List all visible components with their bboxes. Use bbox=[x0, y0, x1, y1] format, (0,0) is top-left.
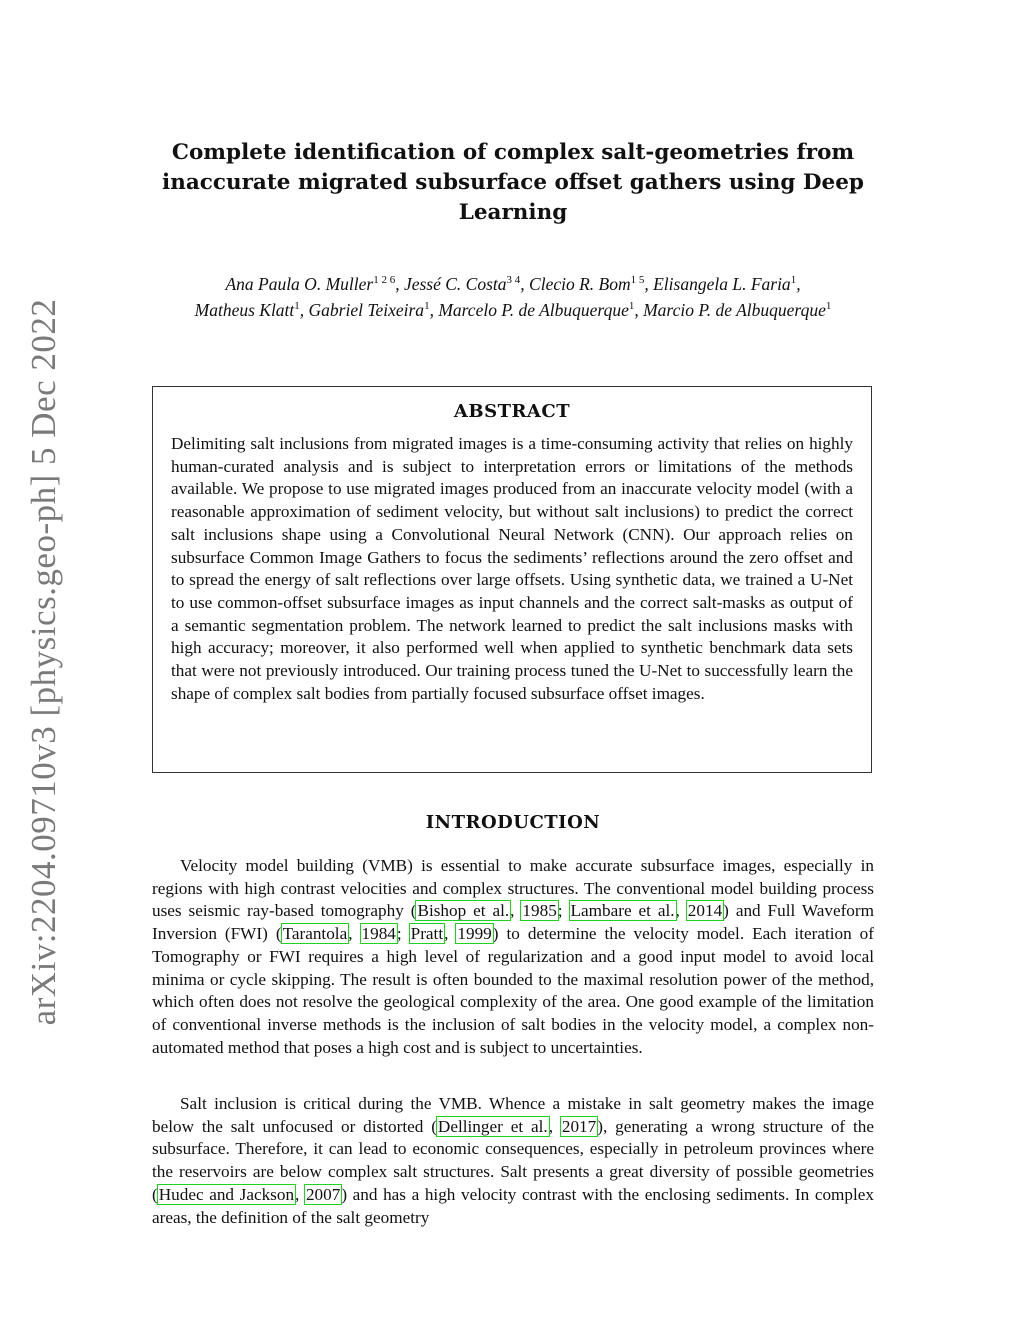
citation-link[interactable]: Hudec and Jackson bbox=[158, 1184, 295, 1204]
citation-year-link[interactable]: 1984 bbox=[361, 924, 396, 944]
abstract-box bbox=[152, 386, 872, 773]
citation-link[interactable]: Pratt bbox=[410, 924, 444, 944]
author-affiliation: 3 4 bbox=[506, 274, 521, 287]
citation-link[interactable]: Bishop et al. bbox=[417, 901, 510, 921]
introduction-paragraph-1: Velocity model building (VMB) is essential to make accurate subsurface images, especially in regions with high contrast velocities and complex structures. The conventional model building process uses seismic ray-based tomography (Bishop et al., 1985; Lambare et al., 2014) and Full Waveform Inversion (FWI) (Tarantola, 1984; Pratt, 1999) to determine the velocity model. Each iteration of Tomography or FWI requires a high level of regularization and a good input model to avoid local minima or cycle skipping. The result is often bounded to the maximal resolution power of the method, which often does not resolve the geological complexity of the area. One good example of the limitation of conventional inverse methods is the inclusion of salt bodies in the velocity model, a complex non-automated method that poses a high cost and is subject to uncertainties. bbox=[152, 856, 874, 1057]
citation-year-link[interactable]: 1985 bbox=[522, 901, 557, 921]
author-affiliation: 1 bbox=[790, 274, 797, 287]
author-name: Marcelo P. de Albuquerque bbox=[438, 300, 629, 320]
citation-link[interactable]: Dellinger et al. bbox=[437, 1116, 548, 1136]
citation-year-link[interactable]: 2014 bbox=[687, 901, 723, 921]
citation-year-link[interactable]: 2007 bbox=[305, 1184, 341, 1204]
author-name: Clecio R. Bom bbox=[529, 274, 631, 294]
author-affiliation: 1 bbox=[424, 300, 430, 313]
author-name: Gabriel Teixeira bbox=[308, 300, 425, 320]
author-affiliation: 1 2 6 bbox=[373, 274, 396, 287]
author-name: Elisangela L. Faria bbox=[653, 274, 791, 294]
paper-title: Complete identification of complex salt-geometries from inaccurate migrated subsurface offset gathers using Deep Learning bbox=[162, 140, 864, 225]
introduction-paragraph-2: Salt inclusion is critical during the VMB. Whence a mistake in salt geometry makes the image below the salt unfocused or distorted (Dellinger et al., 2017), generating a wrong structure of the subsurface. Therefore, it can lead to economic consequences, especially in petroleum provinces where the reservoirs are below complex salt structures. Salt presents a great diversity of possible geometries (Hudec and Jackson, 2007) and has a high velocity contrast with the enclosing sediments. In complex areas, the definition of the salt geometry bbox=[152, 1094, 875, 1227]
author-affiliation: 1 bbox=[825, 300, 832, 313]
arxiv-identifier: arXiv:2204.09710v3 [physics.geo-ph] 5 Dec 2022 bbox=[24, 298, 63, 1026]
citation-link[interactable]: Lambare et al. bbox=[570, 901, 675, 921]
abstract-heading: ABSTRACT bbox=[453, 401, 571, 422]
author-name: Matheus Klatt bbox=[194, 300, 295, 320]
introduction-heading: INTRODUCTION bbox=[425, 812, 601, 833]
author-name: Marcio P. de Albuquerque bbox=[643, 300, 826, 320]
author-affiliation: 1 bbox=[628, 300, 635, 313]
author-name: Jessé C. Costa bbox=[403, 274, 507, 294]
author-name: Ana Paula O. Muller bbox=[225, 274, 374, 294]
citation-year-link[interactable]: 2017 bbox=[561, 1116, 597, 1136]
abstract-text: Delimiting salt inclusions from migrated images is a time-consuming activity that relies on highly human-curated analysis and is subject to interpretation errors or limitations of the methods available. We propose to use migrated images produced from an inaccurate velocity model (with a reasonable approximation of sediment velocity, but without salt inclusions) to predict the correct salt inclusions shape using a Convolutional Neural Network (CNN). Our approach relies on subsurface Common Image Gathers to focus the sediments’ reflections around the zero offset and to spread the energy of salt reflections over large offsets. Using synthetic data, we trained a U-Net to use common-offset subsurface images as input channels and the correct salt-masks as output of a semantic segmentation problem. The network learned to predict the salt inclusions masks with high accuracy; moreover, it also performed well when applied to synthetic benchmark data sets that were not previously introduced. Our training process tuned the U-Net to successfully learn the shape of complex salt bodies from partially focused subsurface offset images. bbox=[171, 434, 853, 703]
author-affiliation: 1 5 bbox=[630, 274, 645, 287]
citation-link[interactable]: Tarantola bbox=[282, 924, 348, 944]
author-list: Ana Paula O. Muller$^{1 2 6}$, Jessé C. Costa$^{3 4}$, Clecio R. Bom$^{1 5}$, Elisangela L. Faria$^1$, Matheus Klatt$^1$, Gabriel Teixeira$^1$, Marcelo P. de Albuquerque$^1$, Marcio P. de Albuquerque$^1$ bbox=[194, 274, 832, 320]
citation-year-link[interactable]: 1999 bbox=[457, 924, 492, 944]
author-affiliation: 1 bbox=[294, 300, 300, 313]
